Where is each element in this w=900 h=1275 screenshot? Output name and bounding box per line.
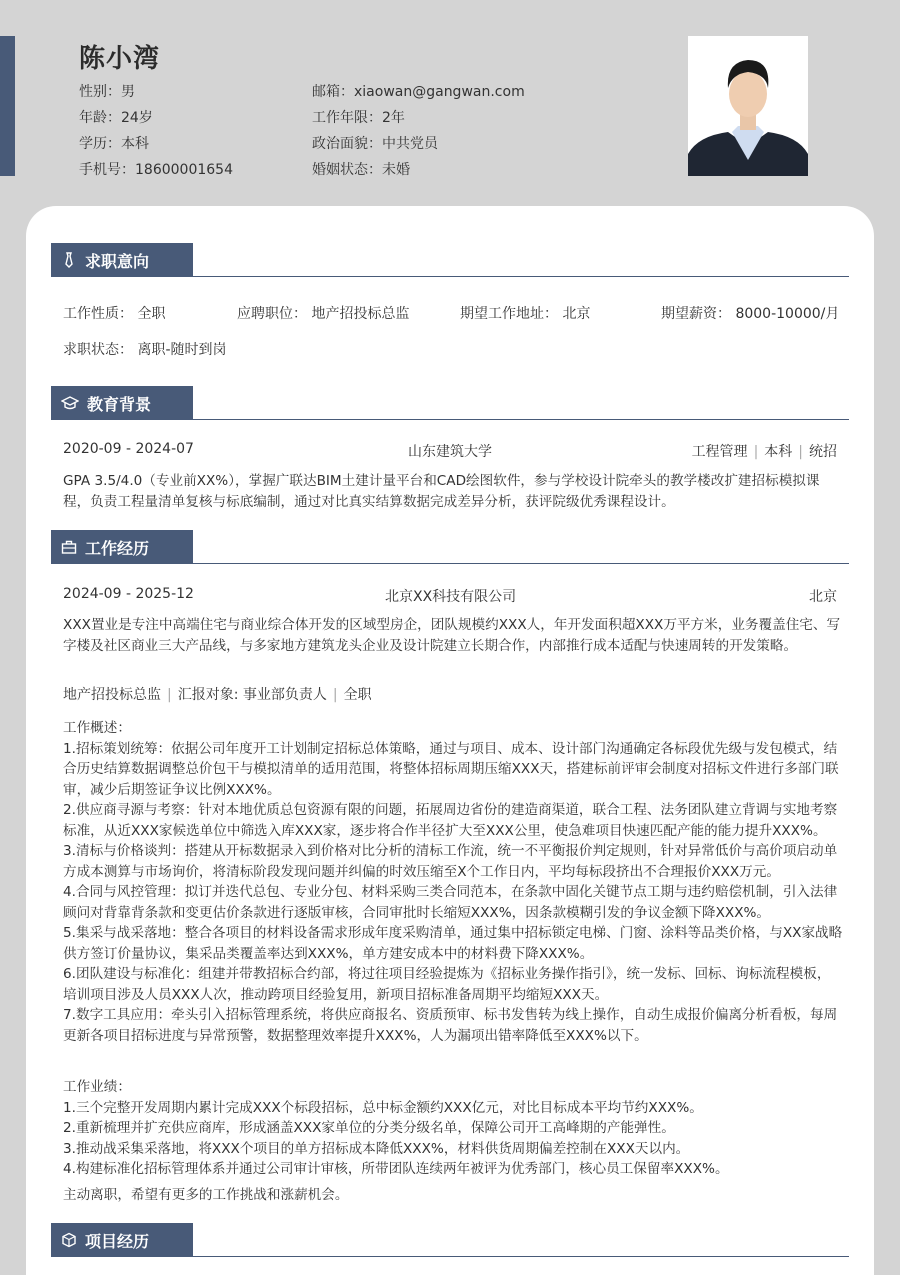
overview-item: 4.合同与风控管理：拟订并迭代总包、专业分包、材料采购三类合同范本，在条款中固化关键节点工期与违约赔偿机制，引入法律顾问对背靠背条款和变更估价条款进行逐版审核，合同审批时长缩短XXX%，因条款模糊引发的争议金额下降XXX%。 [63,884,838,921]
info-education: 学历：本科 [79,136,149,152]
info-gender: 性别：男 [79,84,135,100]
leave-reason: 主动离职，希望有更多的工作挑战和涨薪机会。 [63,1187,349,1203]
work-achievements [63,1077,843,1180]
edu-school: 山东建筑大学 [408,444,492,460]
overview-item: 2.供应商寻源与考察：针对本地优质总包资源有限的问题，拓展周边省份的建造商渠道，联合工程、法务团队建立背调与实地考察标准，从近XXX家候选单位中筛选入库XXX家，逐步将合作半径扩大至XXX公里，使急难项目快速匹配产能的能力提升XXX%。 [63,802,838,839]
section-intent [51,243,849,277]
work-role-line: 地产招投标总监 | 汇报对象: 事业部负责人 | 全职 [63,687,372,703]
graduation-cap-icon [61,395,79,411]
section-education-header: 教育背景 [51,386,193,420]
overview-item: 3.清标与价格谈判：搭建从开标数据录入到价格对比分析的清标工作流，统一不平衡报价判定规则，针对异常低价与高价项启动单方成本测算与市场询价，将清标阶段发现问题并纠偏的时效压缩至X个工作日内，平均每标段挤出不合理报价XXX万元。 [63,843,838,880]
edu-period: 2020-09 - 2024-07 [63,441,194,457]
achievement-item: 4.构建标准化招标管理体系并通过公司审计审核，所带团队连续两年被评为优秀部门，核心员工保留率XXX%。 [63,1161,729,1177]
section-intent-header: 求职意向 [51,243,193,277]
basic-info-right [312,79,525,183]
section-education [51,386,849,420]
intent-type: 工作性质： 全职 [63,306,166,322]
info-phone: 手机号：18600001654 [79,162,233,178]
section-project [51,1223,849,1257]
accent-bar [0,36,15,176]
info-work-years: 工作年限：2年 [312,110,405,126]
intent-status: 求职状态： 离职-随时到岗 [63,342,227,358]
info-email: 邮箱：xiaowan@gangwan.com [312,84,525,100]
overview-title: 工作概述： [63,720,131,736]
work-period: 2024-09 - 2025-12 [63,586,194,602]
info-marital: 婚姻状态：未婚 [312,162,410,178]
work-company: 北京XX科技有限公司 [385,589,517,605]
intent-location: 期望工作地址： 北京 [460,306,591,322]
company-description: XXX置业是专注中高端住宅与商业综合体开发的区域型房企，团队规模约XXX人，年开发面积超XXX万平方米，业务覆盖住宅、写字楼及社区商业三大产品线，与多家地方建筑龙头企业及设计院建立长期合作，内部推行成本适配与快速周转的开发策略。 [63,617,841,654]
info-political: 政治面貌：中共党员 [312,136,438,152]
overview-item: 6.团队建设与标准化：组建并带教招标合约部，将过往项目经验提炼为《招标业务操作指引》，统一发标、回标、询标流程模板，培训项目涉及人员XXX人次，推动跨项目经验复用，新项目招标准备周期平均缩短XXX天。 [63,966,831,1003]
intent-salary: 期望薪资： 8000-10000/月 [661,306,840,322]
work-city: 北京 [809,589,837,605]
edu-description: GPA 3.5/4.0（专业前XX%），掌握广联达BIM土建计量平台和CAD绘图软件，参与学校设计院牵头的教学楼改扩建招标模拟课程，负责工程量清单复核与标底编制，通过对比真实结算数据完成差异分析，获评院级优秀课程设计。 [63,473,820,510]
section-work-header: 工作经历 [51,530,193,564]
intent-position: 应聘职位： 地产招投标总监 [237,306,410,322]
overview-item: 7.数字工具应用：牵头引入招标管理系统，将供应商报名、资质预审、标书发售转为线上操作，自动生成报价偏离分析看板，每周更新各项目招标进度与异常预警，数据整理效率提升XXX%，人为漏项出错率降低至XXX%以下。 [63,1007,838,1044]
cube-icon [61,1232,77,1248]
achievement-item: 2.重新梳理并扩充供应商库，形成涵盖XXX家单位的分类分级名单，保障公司开工高峰期的产能弹性。 [63,1120,675,1136]
achievement-item: 1.三个完整开发周期内累计完成XXX个标段招标，总中标金额约XXX亿元，对比目标成本平均节约XXX%。 [63,1099,703,1116]
achievements-title: 工作业绩： [63,1079,131,1095]
work-overview [63,718,843,1046]
overview-item: 5.集采与战采落地：整合各项目的材料设备需求形成年度采购清单，通过集中招标锁定电梯、门窗、涂料等品类价格，与XX家战略供方签订价量协议，集采品类覆盖率达到XXX%，单方建安成本中的材料费下降XXX%。 [63,925,843,962]
achievement-item: 3.推动战采集采落地，将XXX个项目的单方招标成本降低XXX%，材料供货周期偏差控制在XXX天以内。 [63,1140,690,1157]
tie-icon [61,252,77,268]
basic-info-left [79,79,233,183]
briefcase-icon [61,539,77,555]
profile-photo [688,36,808,176]
info-age: 年龄：24岁 [79,110,153,126]
overview-item: 1.招标策划统筹：依据公司年度开工计划制定招标总体策略，通过与项目、成本、设计部门沟通确定各标段优先级与发包模式，结合历史结算数据调整总价包干与模拟清单的适用范围，将整体招标周期压缩XXX天，搭建标前评审会制度对招标文件进行多部门联审，减少后期签证争议比例XXX%。 [63,740,839,798]
edu-major-degree: 工程管理 | 本科 | 统招 [691,444,837,460]
section-work [51,530,849,564]
candidate-name: 陈小湾 [79,44,161,74]
section-project-header: 项目经历 [51,1223,193,1257]
